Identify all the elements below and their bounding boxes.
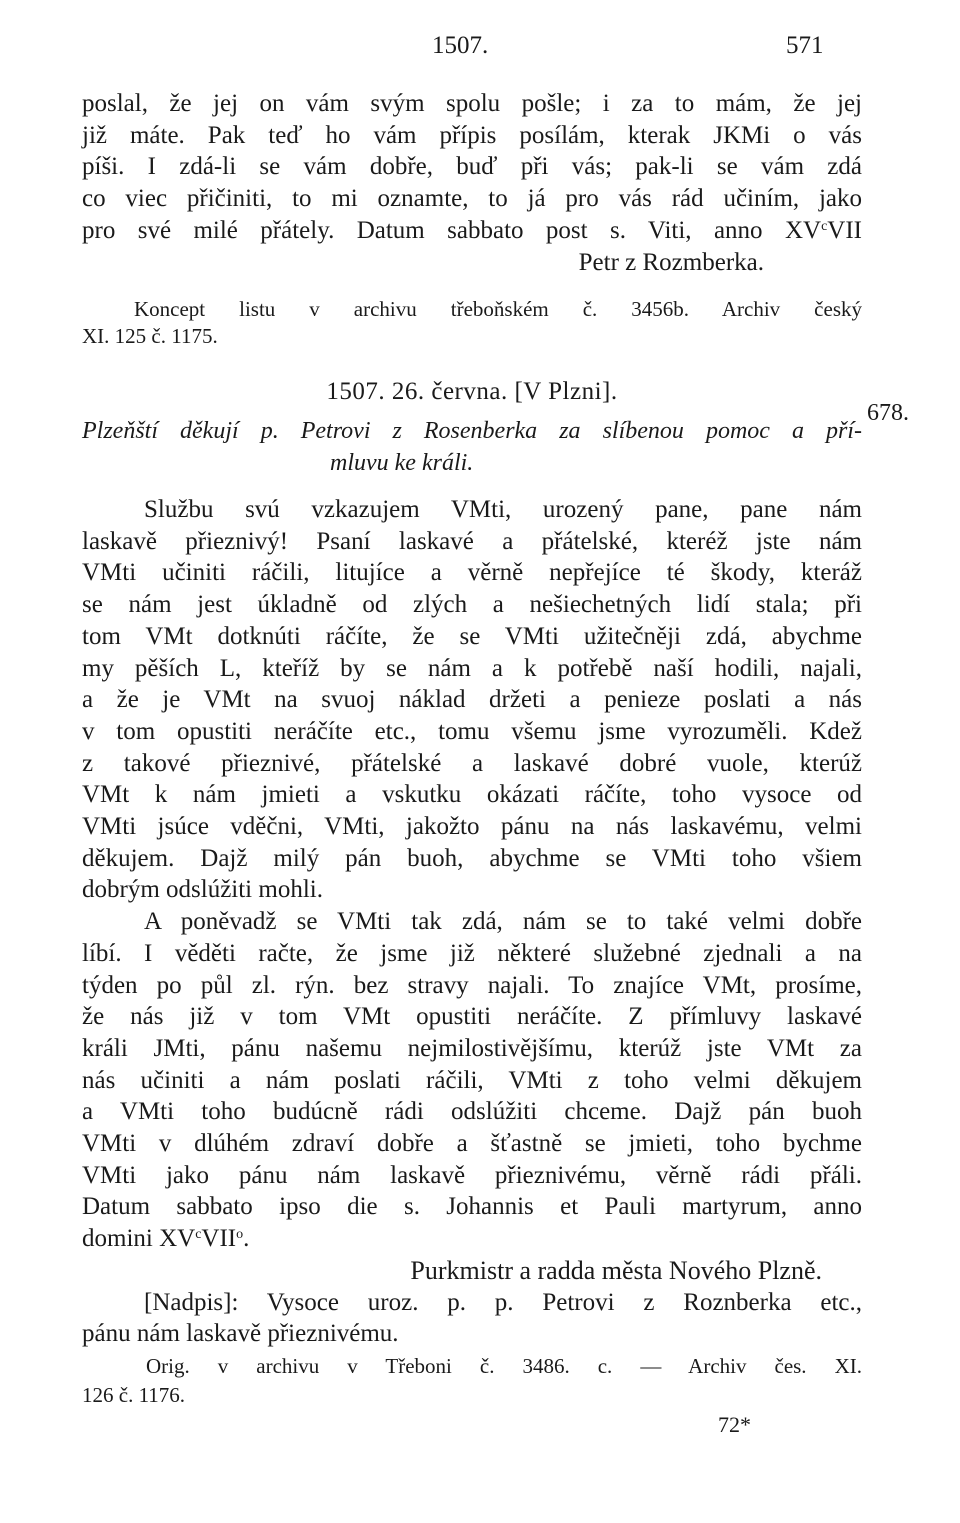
text-line: laskavě přieznivý! Psaní laskavé a přátelské, kteréž jste nám <box>82 527 862 555</box>
running-head-year: 1507. <box>432 32 489 59</box>
letter2-body <box>82 494 862 1350</box>
text-line: co viec přičiniti, to mi oznamte, to já pro vás rád učiním, jako <box>82 185 862 213</box>
text-line: VMti jako pánu nám laskavě přieznivému, věrně rádi přáli. <box>82 1161 862 1189</box>
text-line: se nám jest úkladně od zlých a nešiechetných lidí stala; při <box>82 591 862 619</box>
page-number: 571 <box>786 32 824 59</box>
source-line: Koncept listu v archivu třeboňském č. 3456b. Archiv český <box>134 297 862 321</box>
text-line: že nás již v tom VMt opustiti neráčíte. Z přímluvy laskavé <box>82 1003 862 1031</box>
text-line <box>82 215 862 247</box>
entry-heading: 1507. 26. června. [V Plzni]. <box>326 378 618 405</box>
source-line: XI. 125 č. 1175. <box>82 324 218 348</box>
summary-line: Plzeňští děkují p. Petrovi z Rosenberka za slíbenou pomoc a pří- <box>82 418 862 444</box>
text-line: líbí. I věděti račte, že jsme již některé služebné zjednali a na <box>82 939 862 967</box>
superscript: o <box>236 1227 244 1243</box>
text-line: poslal, že jej on vám svým spolu pošle; i za to mám, že jej <box>82 90 862 117</box>
letter1-body <box>82 88 862 278</box>
entry-summary <box>82 416 862 479</box>
summary-line: mluvu ke králi. <box>330 449 474 476</box>
text-line: děkujem. Dajž milý pán buoh, abychme se VMti toho všiem <box>82 844 862 872</box>
date-line: domini XV <box>82 1225 196 1253</box>
text-line: dobrým odslúžiti mohli. <box>82 876 323 904</box>
text-line: v tom opustiti neráčíte etc., tomu všemu jsme vyrozuměli. Kdež <box>82 717 862 745</box>
date-line: pro své milé přátely. Datum sabbato post s. Viti, anno XV <box>82 216 822 244</box>
letter2-source-note <box>82 1352 862 1410</box>
text-line: Datum sabbato ipso die s. Johannis et Pauli martyrum, anno <box>82 1193 862 1221</box>
superscript: c <box>821 218 828 234</box>
letter1-source-note <box>82 296 862 350</box>
text-line: již máte. Pak teď ho vám přípis posílám, kterak JKMi o vás <box>82 121 862 149</box>
text-line: králi JMti, pánu našemu nejmilostivějšímu, kterúž jste VMt za <box>82 1034 862 1062</box>
text-line: píši. I zdá-li se vám dobře, buď při vás; pak-li se vám zdá <box>82 153 862 181</box>
address-line: pánu nám laskavě přieznivému. <box>82 1320 399 1348</box>
text-line: my pěších L, kteříž by se nám a k potřebě naší hodili, najali, <box>82 654 862 682</box>
text-line: VMti jsúce vděčni, VMti, jakožto pánu na nás laskavému, velmi <box>82 813 862 841</box>
text-line: a VMti toho budúcně rádi odslúžiti chceme. Dajž pán buoh <box>82 1098 862 1126</box>
text-line: VMti v dlúhém zdraví dobře a šťastně se jmieti, toho bychme <box>82 1130 862 1158</box>
text-line: tom VMt dotknúti ráčíte, že se VMti užitečněji zdá, abychme <box>82 622 862 650</box>
entry-number: 678. <box>867 400 909 426</box>
text-line <box>82 1223 862 1255</box>
text-line: VMti učiniti ráčili, litujíce a věrně nepřejíce té škody, kteráž <box>82 559 862 587</box>
year-tail: VII <box>827 216 862 244</box>
text-line: A poněvadž se VMti tak zdá, nám se to také velmi dobře <box>144 908 862 936</box>
letter1-signature: Petr z Rozmberka. <box>578 248 764 276</box>
text-line: nás učiniti a nám poslati ráčili, VMti z toho velmi děkujem <box>82 1066 862 1094</box>
letter2-signature: Purkmistr a radda města Nového Plzně. <box>410 1255 822 1285</box>
text-line: VMt k nám jmieti a vskutku okázati ráčíte, toho vysoce od <box>82 781 862 809</box>
year-tail: VII <box>201 1225 237 1253</box>
signature-mark: 72* <box>718 1412 751 1437</box>
source-line: Orig. v archivu v Třeboni č. 3486. c. — Archiv čes. XI. <box>146 1354 862 1378</box>
source-line: 126 č. 1176. <box>82 1383 186 1407</box>
text-line: a že je VMt na svuoj náklad držeti a penieze poslati a nás <box>82 686 862 714</box>
superscript: c <box>195 1227 202 1243</box>
text-line: z takové přieznivé, přátelské a laskavé dobré vuole, kterúž <box>82 749 862 777</box>
year-end: . <box>243 1225 250 1253</box>
text-line: Službu svú vzkazujem VMti, urozený pane, pane nám <box>144 496 862 523</box>
text-line: týden po půl zl. rýn. bez stravy najali. To znajíce VMt, prosíme, <box>82 971 862 999</box>
address-line: [Nadpis]: Vysoce uroz. p. p. Petrovi z Roznberka etc., <box>144 1288 862 1316</box>
entry-heading-block <box>82 376 862 408</box>
